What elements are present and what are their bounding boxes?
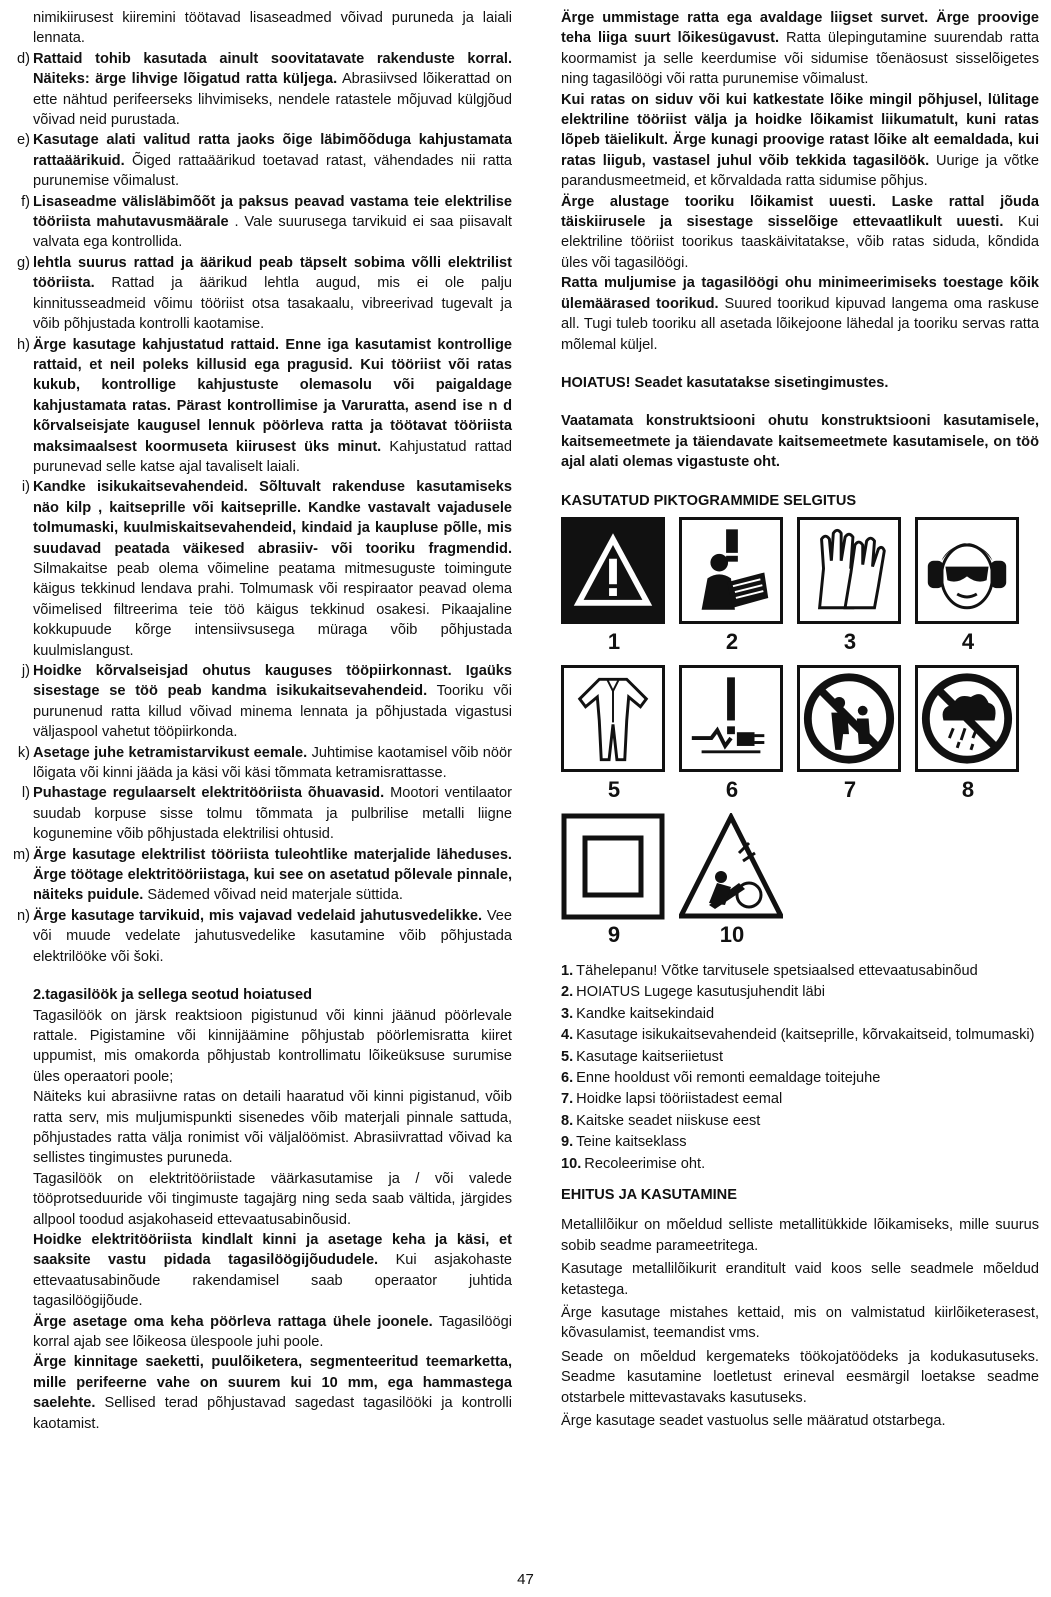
legend-text: HOIATUS Lugege kasutusjuhendit läbi <box>576 984 825 1001</box>
pictogram-number: 5 <box>607 776 621 802</box>
emphasis-text: Ratta muljumise ja tagasilöögi ohu minimeerimiseks toestage kõik ülemäärased toorikud. <box>561 275 1039 312</box>
safety-items-list <box>10 49 512 967</box>
emphasis-text: Ärge kinnitage saeketti, puulõiketera, segmenteeritud teemarketta, mille perifeerne vahe on suurem kui 10 mm, ega hammastega saelehte. <box>33 1354 512 1412</box>
item-marker: d) <box>17 50 30 67</box>
safety-item <box>10 192 512 253</box>
safety-item <box>10 49 512 131</box>
item-marker: k) <box>17 744 30 761</box>
safety-item <box>10 335 512 478</box>
safety-item <box>10 783 512 844</box>
right-column <box>561 8 1039 1434</box>
kickback-paragraph <box>10 1087 512 1169</box>
kickback-paragraph <box>561 8 1039 90</box>
legend-text: Kasutage isikukaitsevahendeid (kaitseprille, kõrvakaitseid, tolmumaski) <box>576 1027 1035 1044</box>
kickback-paragraph <box>561 273 1039 355</box>
legend-number: 5. <box>561 1048 574 1065</box>
legend-number: 4. <box>561 1027 574 1044</box>
body-text: Silmakaitse peab olema võimeline peatama mitmesuguste toimingute käigus tekkinud lendava prahi. Tolmumask või respiraator peavad olema võimelised filtreerima teie töö käigus tekkinud osakesi. Pikaajaline kokkupuude kõrge intensiivsusega müraga võib põhjustada kuulmislangust. <box>33 560 512 659</box>
emphasis-text: Kasutage alati valitud ratta jaoks õige läbimõõduga kahjustamata rattaäärikuid. <box>33 132 512 169</box>
legend-number: 6. <box>561 1069 574 1086</box>
legend-text: Hoidke lapsi tööriistadest eemal <box>576 1091 783 1108</box>
pictogram-grid <box>561 517 1039 951</box>
body-text: Sädemed võivad neid materjale süttida. <box>143 887 403 904</box>
body-text: Ratta ülepingutamine suurendab ratta koormamist ja selle keerdumise või sidumise tõenäosust sisselõigetes ning tagasilöögi või ratta purunemise võimalust. <box>561 30 1039 88</box>
pictogram-number: 6 <box>725 776 739 802</box>
usage-paragraph: Seade on mõeldud kergemateks töökojatöödeks ja kodukasutuseks. Seadme kasutamine loetletust erineval eesmärgil loetakse seadme otstarbele mittevastavaks kasutuseks. <box>561 1348 1039 1406</box>
kickback-paragraph <box>561 192 1039 274</box>
pictogram-number: 3 <box>843 628 857 654</box>
section-title: EHITUS JA KASUTAMINE <box>561 1187 737 1203</box>
safety-item <box>10 477 512 661</box>
no-children-icon <box>797 665 901 772</box>
legend-item <box>561 1132 1039 1152</box>
usage-paragraph: Ärge kasutage seadet vastuolus selle määratud otstarbega. <box>561 1413 946 1430</box>
legend-text: Tähelepanu! Võtke tarvitusele spetsiaalsed ettevaatusabinõud <box>576 962 978 979</box>
emphasis-text: Hoidke elektritööriista kindlalt kinni ja asetage keha ja käsi, et saaksite vastu pidada tagasilöögijõududele. <box>33 1231 512 1269</box>
kickback-paragraph <box>10 1169 512 1230</box>
item-marker: f) <box>21 193 30 210</box>
pictogram-number: 7 <box>843 776 857 802</box>
legend-item <box>561 1047 1039 1067</box>
body-text: Suured toorikud kipuvad langema oma raskuse all. Tugi tuleb tooriku all asetada lõikejoone lähedal ja tooriku servas ratta mõlemal küljel. <box>561 295 1040 353</box>
read-manual-icon <box>679 517 783 624</box>
emphasis-text: Ärge ummistage ratta ega avaldage liigset survet. Ärge proovige teha liiga suurt lõikesügavust. <box>561 10 1039 47</box>
unplug-icon <box>679 665 783 772</box>
emphasis-text: Rattaid tohib kasutada ainult soovitatavate rakenduste korral. Näiteks: ärge lihvige lõigatud ratta küljega. <box>33 50 512 88</box>
emphasis-text: Ärge kasutage tarvikuid, mis vajavad vedelaid jahutusvedelikke. <box>33 907 483 924</box>
body-text: Juhtimise kaotamisel võib nöör lõigata või kinni jääda ja käsi või käsi tõmmata ketramisrattasse. <box>33 744 512 782</box>
pictogram-number: 2 <box>725 628 739 654</box>
item-marker: e) <box>17 132 30 149</box>
legend-number: 3. <box>561 1005 574 1022</box>
legend-text: Kandke kaitsekindaid <box>576 1005 715 1022</box>
overalls-icon <box>561 665 665 772</box>
safety-item <box>10 253 512 335</box>
emphasis-text: Hoidke kõrvalseisjad ohutus kauguses tööpiirkonnast. Igaüks sisestage se töö peab kandma isikukaitsevahendeid. <box>33 663 512 700</box>
pictogram-number: 1 <box>607 628 621 654</box>
goggles-ear-protection-icon <box>915 517 1019 624</box>
body-text: Uurige ja võtke parandusmeetmeid, et kõrvaldada ratta sidumise põhjus. <box>561 152 1039 190</box>
legend-number: 8. <box>561 1112 574 1129</box>
usage-paragraph: Kasutage metallilõikurit eranditult vaid koos selle seadmele mõeldud ketastega. <box>561 1261 1039 1298</box>
legend-item <box>561 1025 1039 1045</box>
body-text: Tagasilöögi korral ajab see lõikeosa ülespoole juhi poole. <box>33 1313 512 1350</box>
pictogram-legend <box>561 961 1039 1174</box>
legend-number: 1. <box>561 962 574 979</box>
body-text: Näiteks kui abrasiivne ratas on detaili haaratud või kinni pigistanud, võib ratta serv, mis muljumispunkti sisenedes võib materjali pinnale sattuda, põhjustades ratta välja ronimist või väljalöömist. Abrasiivrattad võivad ka sellistes tingimustes puruneda. <box>33 1089 512 1167</box>
no-rain-icon <box>915 665 1019 772</box>
body-text: Tagasilöök on järsk reaktsioon pigistunud või kinni jäänud pöörlevale rattale. Pigistamine või kinnijäämine põhjustab pöörlemisratta kiiret uppumist, mis omakorda põhjustab kontrollimatu lõikeüksuse surumise üles operaatori poole; <box>33 1007 512 1085</box>
kickback-paragraph <box>10 1352 512 1434</box>
emphasis-text: lehtla suurus rattad ja äärikud peab täpselt sobima võlli elektrilist tööriista. <box>33 254 512 292</box>
emphasis-text: Ärge asetage oma keha pöörleva rattaga ühele joonele. <box>33 1313 433 1330</box>
body-text: Õiged rattaäärikud toetavad ratast, vähendades nii ratta purunemise võimalust. <box>33 152 512 190</box>
attention-icon <box>561 517 665 624</box>
body-text: Kahjustatud rattad purunevad selle katse ajal tavaliselt laiali. <box>33 438 512 475</box>
item-marker: i) <box>21 479 30 496</box>
legend-item <box>561 1004 1039 1024</box>
legend-number: 2. <box>561 984 574 1001</box>
kickback-paragraph <box>10 1006 512 1088</box>
legend-text: Kaitske seadet niiskuse eest <box>576 1112 761 1129</box>
pictogram-number: 10 <box>719 921 745 947</box>
emphasis-text: Asetage juhe ketramistarvikust eemale. <box>33 744 308 761</box>
kickback-section <box>10 1006 512 1435</box>
body-text: Tooriku või purunenud ratta killud võivad minema lennata ja põhjustada vigastusi väljaspool vahetut tööpiirkonda. <box>33 683 512 741</box>
item-marker: n) <box>17 907 30 924</box>
item-marker: h) <box>17 336 30 353</box>
page-number: 47 <box>517 1571 534 1588</box>
kickback-continued <box>561 8 1039 355</box>
section2-title: 2.tagasilöök ja sellega seotud hoiatused <box>33 987 312 1004</box>
safety-item <box>10 845 512 906</box>
legend-item <box>561 1154 1039 1174</box>
legend-item <box>561 1111 1039 1131</box>
kickback-icon <box>679 813 783 920</box>
usage-paragraph: Metallilõikur on mõeldud selliste metallitükkide lõikamiseks, mille suurus sobib seadme parameetritega. <box>561 1217 1039 1254</box>
kickback-paragraph <box>561 90 1039 192</box>
kickback-paragraph <box>10 1312 512 1353</box>
legend-number: 7. <box>561 1091 574 1108</box>
safety-item <box>10 906 512 967</box>
item-marker: l) <box>21 785 30 802</box>
safety-item <box>10 743 512 784</box>
pictogram-number: 8 <box>961 776 975 802</box>
emphasis-text: Ärge kasutage elektrilist tööriista tuleohtlike materjalide läheduses. Ärge töötage elektritööriistaga, kui see on asetatud põlevale pinnale, näiteks puidule. <box>33 846 512 904</box>
body-text: Abrasiivsed lõikerattad on ette nähtud perifeerseks lihvimiseks, nendele ratastele mõjuvad külgjõud võivad neid purustada. <box>33 71 513 129</box>
item-marker: j) <box>21 663 30 679</box>
body-text: Kui elektriline tööriist toorikus taaskäivitatakse, võib ratas siduda, kõndida üles või tagasilöögi. <box>561 214 1039 271</box>
warning-text: HOIATUS! Seadet kasutatakse sisetingimustes. <box>561 374 889 391</box>
body-text: Vee või muude vedelate jahutusvedelike kasutamine võib põhjustada elektrilööke või šoki. <box>33 907 513 965</box>
left-column <box>10 8 512 1434</box>
emphasis-text: Kandke isikukaitsevahendeid. Sõltuvalt rakenduse kasutamiseks näo kilp , kaitseprille või kaitseprille. Kandke vastavalt vajadusele tolmumaski, kuulmiskaitsevahendeid, kindaid ja kaupluse põlle, mis suudavad peatada väikesed abrasiiv- või tooriku fragmendid. <box>33 479 512 557</box>
legend-number: 10. <box>561 1155 582 1172</box>
notice-text: Vaatamata konstruktsiooni ohutu konstruktsiooni kasutamisele, kaitsemeetmete ja täiendavate kaitsemeetmete kasutamisele, on töö ajal alati olemas vigastuste oht. <box>561 413 1039 471</box>
emphasis-text: Kui ratas on siduv või kui katkestate lõike mingil põhjusel, lülitage elektriline tööriist välja ja hoidke lõikamist liikumatult, kuni ratas lõpeb täielikult. Ärge kunagi proovige ratast lõike alt eemaldada, kui ratas liigub, vastasel juhul võib tekkida tagasilöök. <box>561 91 1039 169</box>
safety-item <box>10 130 512 191</box>
item-marker: m) <box>12 846 30 863</box>
pictogram-number: 4 <box>961 628 975 654</box>
gloves-icon <box>797 517 901 624</box>
legend-item <box>561 961 1039 981</box>
body-text: Sellised terad põhjustavad sagedast tagasilööki ja kontrolli kaotamist. <box>33 1395 512 1432</box>
body-text: . Vale suurusega tarvikuid ei saa piisavalt valvata ega kontrollida. <box>33 214 512 251</box>
legend-item <box>561 1089 1039 1109</box>
emphasis-text: Ärge kasutage kahjustatud rattaid. Enne iga kasutamist kontrollige rattaid, et neil poleks killusid ega pragusid. Kui tööriist või ratas kukub, kontrollige kahjustuste olemasolu või paigaldage kahjustamata ratas. Pärast kontrollimise ja Varuratta, asend ise n d kõrvalseisjate kaugusel lennuk pöörleva ratta ja töötavat tööriista maksimaalsest koormuseta kiirusest üks minut. <box>33 336 512 455</box>
intro-paragraph: nimikiirusest kiiremini töötavad lisaseadmed võivad puruneda ja laiali lennata. <box>33 10 512 47</box>
safety-item <box>10 661 512 743</box>
body-text: Kui asjakohaste ettevaatusabinõude rakendamisel saab operaator juhtida tagasilöögijõude. <box>33 1252 512 1310</box>
body-text: Mootori ventilaator suudab korpuse sisse tolmu tõmmata ja pulbrilise metalli liigne kogunemine võib põhjustada elektrilisi ohtusid. <box>33 785 512 843</box>
legend-item <box>561 982 1039 1002</box>
body-text: Rattad ja äärikud lehtla augud, mis ei ole palju kinnitusseadmeid võimu tööriist otsa tasakaalu, vibreerivad tugevalt ja võib põhjustada kontrolli kaotamise. <box>33 275 512 333</box>
pictogram-title: KASUTATUD PIKTOGRAMMIDE SELGITUS <box>561 492 857 509</box>
kickback-paragraph <box>10 1230 512 1312</box>
emphasis-text: Lisaseadme välisläbimõõt ja paksus peavad vastama teie elektrilise tööriista mahutavusmäärale <box>33 193 512 231</box>
double-insulation-icon <box>561 813 665 920</box>
legend-item <box>561 1068 1039 1088</box>
pictogram-number: 9 <box>607 921 621 947</box>
usage-paragraph: Ärge kasutage mistahes kettaid, mis on valmistatud kiirlõiketerasest, kõvasulamist, teemandist vms. <box>561 1305 1039 1342</box>
item-marker: g) <box>17 254 30 271</box>
legend-text: Enne hooldust või remonti eemaldage toitejuhe <box>576 1069 881 1086</box>
legend-text: Recoleerimise oht. <box>584 1155 706 1172</box>
body-text: Tagasilöök on elektritööriistade väärkasutamise ja / või valede tööprotseduuride või tingimuste tagajärg ning seda saab vältida, järgides allpool toodud asjakohaseid ettevaatusabinõusid. <box>33 1170 512 1228</box>
construction-usage-section <box>561 1215 1039 1431</box>
emphasis-text: Ärge alustage tooriku lõikamist uuesti. Laske rattal jõuda täiskiirusele ja sisestage sisselõige ettevaatlikult uuesti. <box>561 193 1039 231</box>
emphasis-text: Puhastage regulaarselt elektritööriista õhuavasid. <box>33 785 385 802</box>
legend-text: Teine kaitseklass <box>576 1134 687 1151</box>
legend-number: 9. <box>561 1134 574 1151</box>
legend-text: Kasutage kaitseriietust <box>576 1048 724 1065</box>
